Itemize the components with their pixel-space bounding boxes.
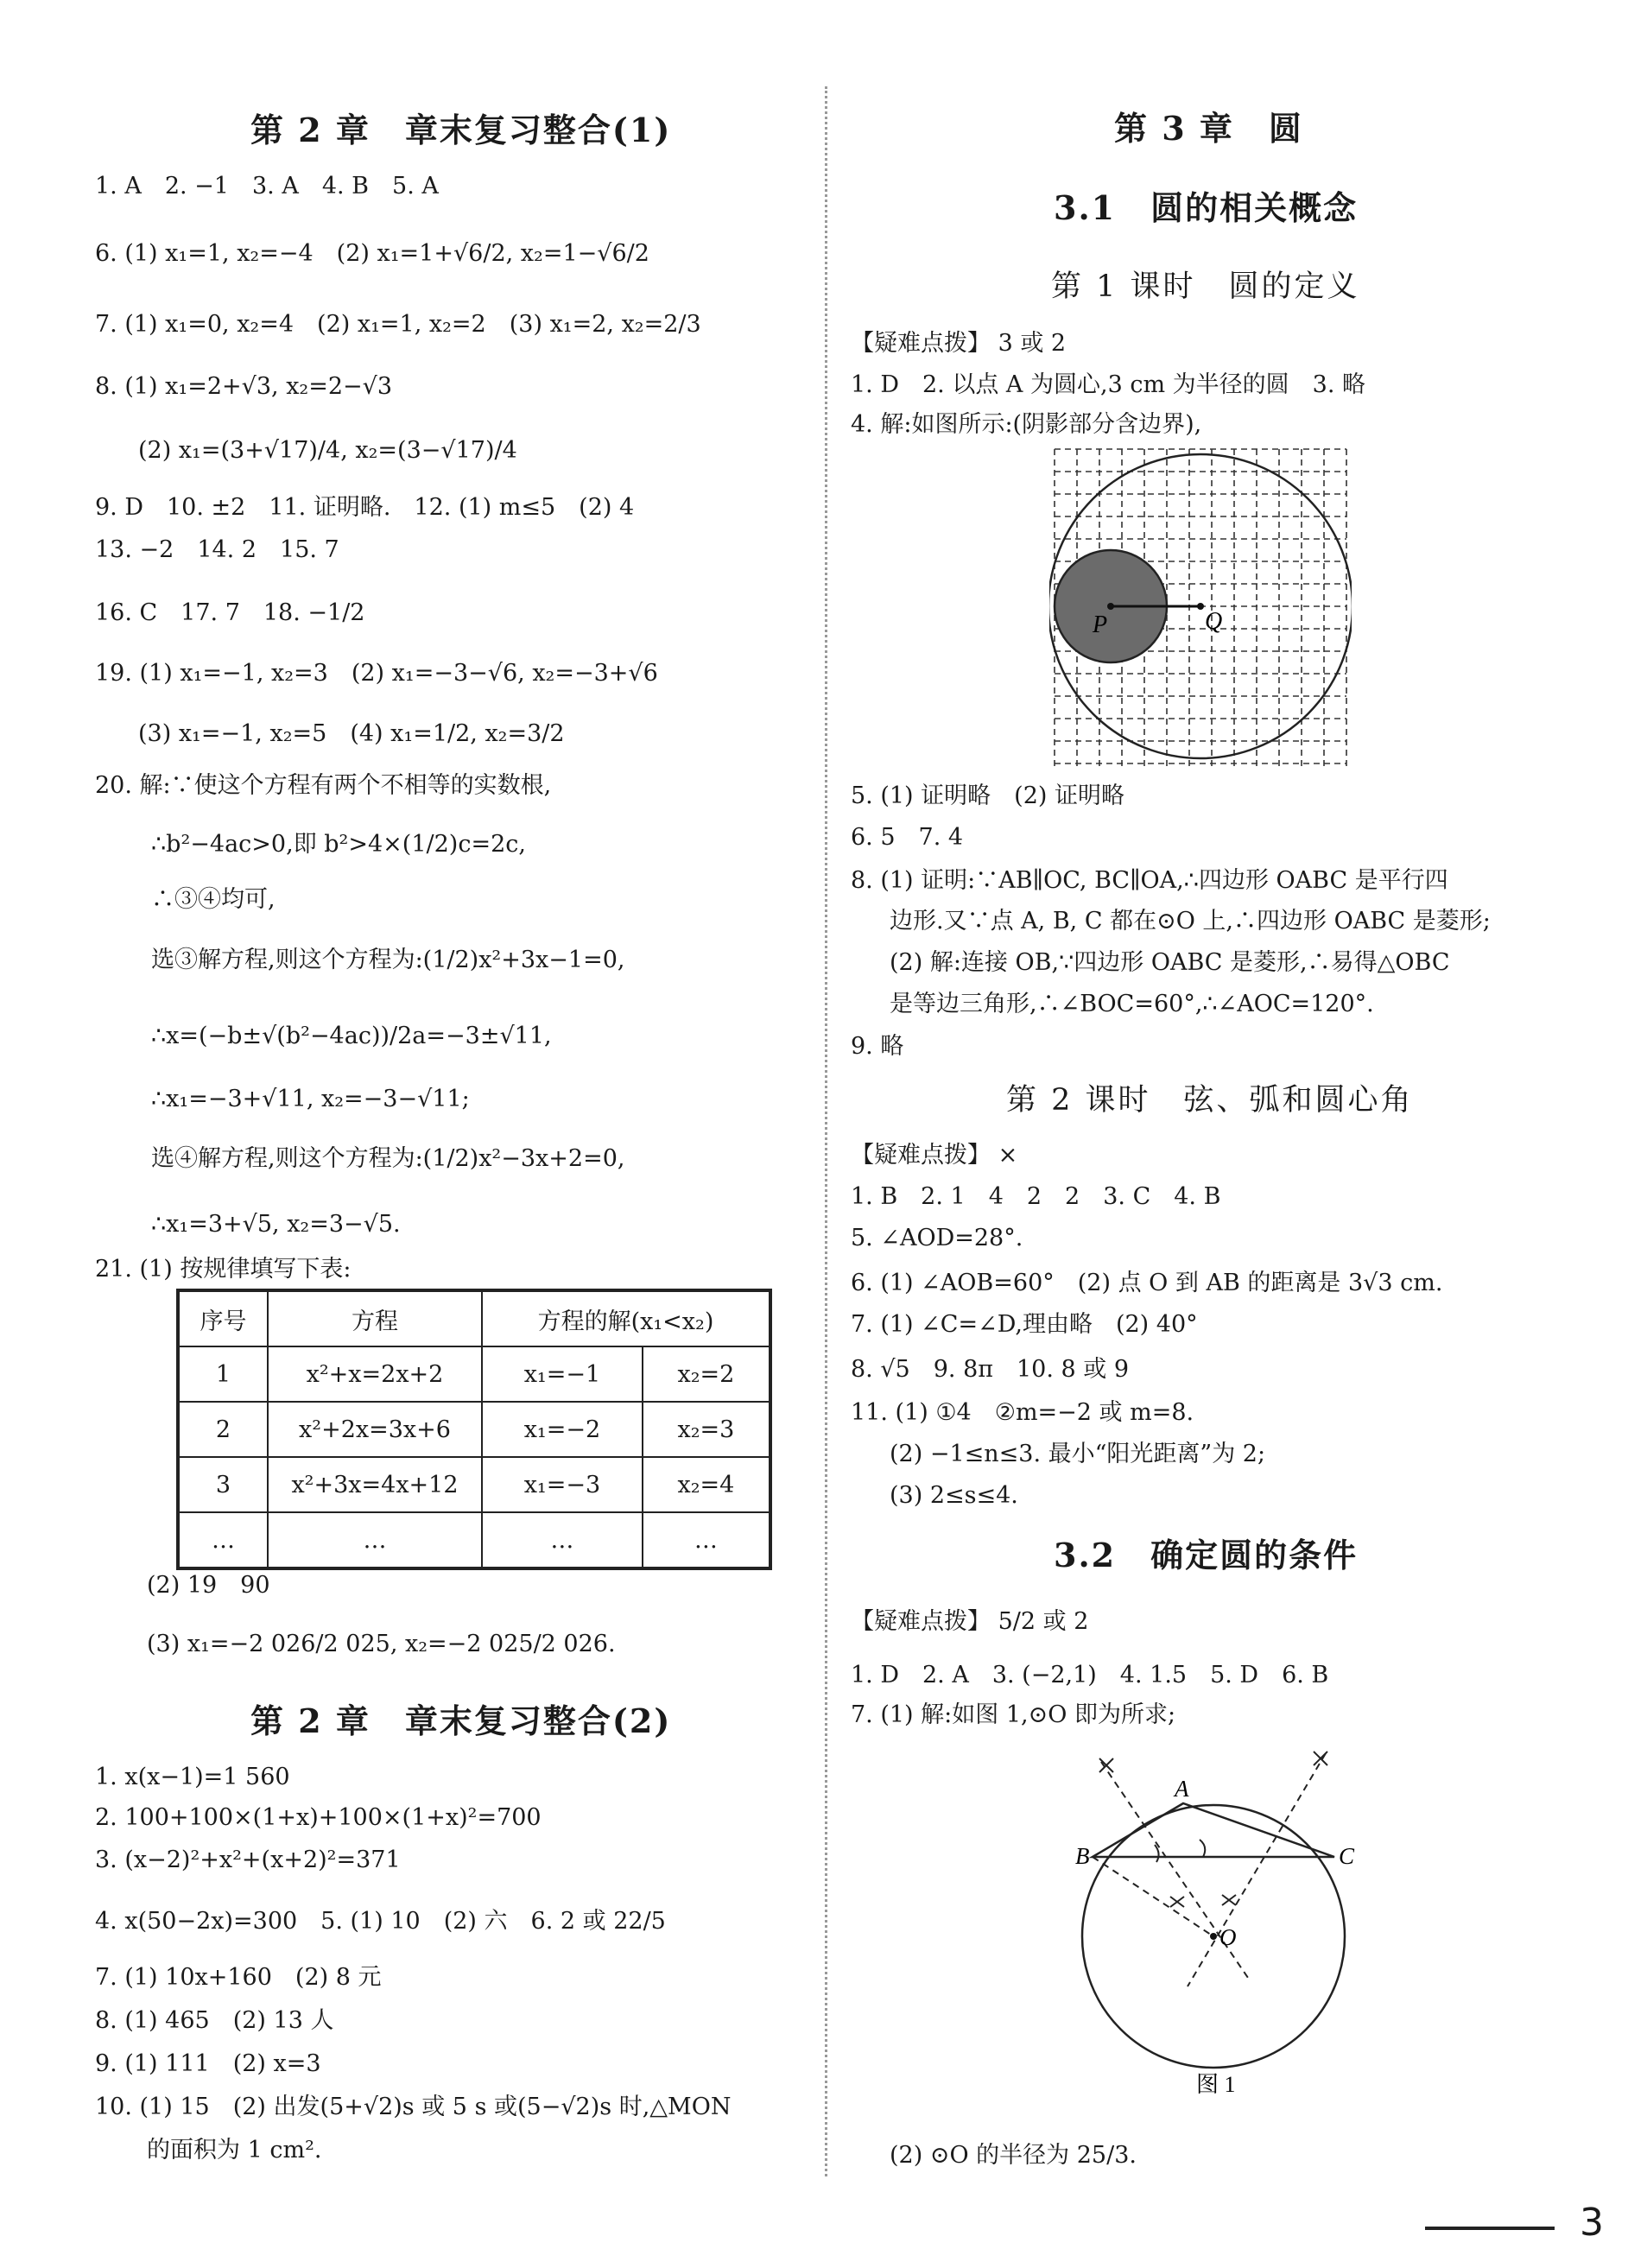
answer-line: ∴x₁=−3+√11, x₂=−3−√11; <box>151 1086 470 1112</box>
point-label-q: Q <box>1205 608 1223 635</box>
answer-line: (2) 19 90 <box>147 1572 270 1599</box>
answer-line: 5. (1) 证明略 (2) 证明略 <box>851 782 1124 809</box>
answer-line: 2. 100+100×(1+x)+100×(1+x)²=700 <box>95 1804 542 1831</box>
answer-line: 13. −2 14. 2 15. 7 <box>95 536 339 563</box>
answer-line: (2) 解:连接 OB,∵四边形 OABC 是菱形,∴易得△OBC <box>890 949 1450 976</box>
table-cell: x₁=−1 <box>482 1346 643 1402</box>
answer-line: 8. (1) x₁=2+√3, x₂=2−√3 <box>95 373 393 400</box>
answer-line: 3. (x−2)²+x²+(x+2)²=371 <box>95 1847 401 1873</box>
answer-line: (2) −1≤n≤3. 最小“阳光距离”为 2; <box>890 1441 1266 1467</box>
answer-line: 边形.又∵点 A, B, C 都在⊙O 上,∴四边形 OABC 是菱形; <box>890 908 1491 934</box>
answer-line: 9. (1) 111 (2) x=3 <box>95 2050 321 2077</box>
column-divider <box>825 86 827 2176</box>
point-label-p: P <box>1093 611 1108 638</box>
table-cell: x²+2x=3x+6 <box>268 1402 482 1457</box>
table-row <box>178 1346 770 1402</box>
answer-line: ∴③④均可, <box>151 886 276 913</box>
answer-line: 8. (1) 证明:∵AB∥OC, BC∥OA,∴四边形 OABC 是平行四 <box>851 867 1448 894</box>
table-cell: x²+3x=4x+12 <box>268 1457 482 1512</box>
table-cell: 2 <box>178 1402 268 1457</box>
answer-line: 7. (1) 解:如图 1,⊙O 即为所求; <box>851 1701 1176 1728</box>
table-cell: … <box>643 1512 770 1568</box>
answer-line: 6. (1) x₁=1, x₂=−4 (2) x₁=1+√6/2, x₂=1−√6/2 <box>95 240 649 267</box>
page-number-bar <box>1425 2227 1555 2230</box>
answer-line: 8. (1) 465 (2) 13 人 <box>95 2007 334 2034</box>
lesson-title-2: 第 2 课时 弦、弧和圆心角 <box>1006 1083 1414 1118</box>
point-label-o: O <box>1219 1924 1237 1950</box>
answer-line: ∴b²−4ac>0,即 b²>4×(1/2)c=2c, <box>151 831 526 858</box>
section-title-3-1: 3.1 圆的相关概念 <box>1054 188 1359 227</box>
answer-line: 1. D 2. 以点 A 为圆心,3 cm 为半径的圆 3. 略 <box>851 371 1365 398</box>
answer-line: (2) x₁=(3+√17)/4, x₂=(3−√17)/4 <box>138 437 517 464</box>
section-title-3-2: 3.2 确定圆的条件 <box>1054 1536 1359 1574</box>
answer-line: (2) ⊙O 的半径为 25/3. <box>890 2142 1137 2169</box>
answer-line: (3) x₁=−1, x₂=5 (4) x₁=1/2, x₂=3/2 <box>138 720 565 747</box>
equation-table <box>176 1289 772 1570</box>
answer-line: 的面积为 1 cm². <box>147 2137 322 2163</box>
answer-line: 20. 解:∵使这个方程有两个不相等的实数根, <box>95 772 552 799</box>
answer-line: 4. x(50−2x)=300 5. (1) 10 (2) 六 6. 2 或 22/5 <box>95 1908 666 1935</box>
page-number: 3 <box>1580 2201 1604 2245</box>
answer-line: 7. (1) 10x+160 (2) 8 元 <box>95 1964 382 1991</box>
table-cell: x₁=−3 <box>482 1457 643 1512</box>
answer-line: 16. C 17. 7 18. −1/2 <box>95 599 365 626</box>
answer-line: 9. D 10. ±2 11. 证明略. 12. (1) m≤5 (2) 4 <box>95 494 635 521</box>
lesson-title-1: 第 1 课时 圆的定义 <box>1051 269 1360 304</box>
answer-line: 1. B 2. 1 4 2 2 3. C 4. B <box>851 1183 1221 1210</box>
table-header: 方程的解(x₁<x₂) <box>482 1290 770 1346</box>
table-row <box>178 1402 770 1457</box>
answer-line: 9. 略 <box>851 1033 904 1060</box>
circle-construction-figure <box>1075 1736 1369 2099</box>
point-label-c: C <box>1339 1843 1355 1869</box>
table-header: 序号 <box>178 1290 268 1346</box>
answer-line: 是等边三角形,∴∠BOC=60°,∴∠AOC=120°. <box>890 991 1374 1017</box>
answer-line: 7. (1) x₁=0, x₂=4 (2) x₁=1, x₂=2 (3) x₁=2, x₂=2/3 <box>95 311 701 338</box>
table-cell: 1 <box>178 1346 268 1402</box>
answer-line: (3) 2≤s≤4. <box>890 1482 1018 1509</box>
table-cell: … <box>178 1512 268 1568</box>
answer-line: 1. x(x−1)=1 560 <box>95 1764 290 1790</box>
answer-line: 21. (1) 按规律填写下表: <box>95 1256 352 1283</box>
answer-line: 11. (1) ①4 ②m=−2 或 m=8. <box>851 1399 1194 1426</box>
answer-line: 【疑难点拨】 × <box>851 1142 1018 1169</box>
answer-line: 10. (1) 15 (2) 出发(5+√2)s 或 5 s 或(5−√2)s 时,△MON <box>95 2094 732 2120</box>
table-row <box>178 1512 770 1568</box>
table-cell: x₂=3 <box>643 1402 770 1457</box>
answer-line: ∴x₁=3+√5, x₂=3−√5. <box>151 1211 401 1238</box>
chapter-title: 第 3 章 圆 <box>1114 109 1303 148</box>
answer-line: 6. 5 7. 4 <box>851 824 964 851</box>
answer-line: 1. D 2. A 3. (−2,1) 4. 1.5 5. D 6. B <box>851 1662 1329 1688</box>
answer-line: 【疑难点拨】 5/2 或 2 <box>851 1608 1089 1635</box>
figure-caption: 图 1 <box>1196 2072 1236 2097</box>
answer-line: 选③解方程,则这个方程为:(1/2)x²+3x−1=0, <box>151 947 625 973</box>
answer-line: ∴x=(−b±√(b²−4ac))/2a=−3±√11, <box>151 1023 552 1049</box>
answer-line: 1. A 2. −1 3. A 4. B 5. A <box>95 173 439 200</box>
grid-circle-figure <box>1049 444 1352 772</box>
table-header: 方程 <box>268 1290 482 1346</box>
table-cell: x²+x=2x+2 <box>268 1346 482 1402</box>
triangle-abc <box>1093 1803 1334 1857</box>
answer-line: 6. (1) ∠AOB=60° (2) 点 O 到 AB 的距离是 3√3 cm. <box>851 1270 1443 1296</box>
section-title-review-2: 第 2 章 章末复习整合(2) <box>250 1701 672 1740</box>
answer-line: 选④解方程,则这个方程为:(1/2)x²−3x+2=0, <box>151 1145 625 1172</box>
point-label-a: A <box>1175 1776 1189 1802</box>
answer-line: (3) x₁=−2 026/2 025, x₂=−2 025/2 026. <box>147 1631 616 1657</box>
table-cell: x₂=2 <box>643 1346 770 1402</box>
answer-line: 4. 解:如图所示:(阴影部分含边界), <box>851 411 1202 438</box>
answer-line: 8. √5 9. 8π 10. 8 或 9 <box>851 1356 1130 1383</box>
point-label-b: B <box>1075 1843 1090 1869</box>
table-cell: x₁=−2 <box>482 1402 643 1457</box>
answer-line: 19. (1) x₁=−1, x₂=3 (2) x₁=−3−√6, x₂=−3+√6 <box>95 660 658 687</box>
table-cell: … <box>268 1512 482 1568</box>
table-row <box>178 1457 770 1512</box>
table-cell: 3 <box>178 1457 268 1512</box>
table-cell: x₂=4 <box>643 1457 770 1512</box>
section-title-review-1: 第 2 章 章末复习整合(1) <box>250 111 672 149</box>
answer-line: 5. ∠AOD=28°. <box>851 1225 1023 1251</box>
answer-line: 【疑难点拨】 3 或 2 <box>851 330 1067 357</box>
answer-line: 7. (1) ∠C=∠D,理由略 (2) 40° <box>851 1311 1198 1338</box>
table-cell: … <box>482 1512 643 1568</box>
